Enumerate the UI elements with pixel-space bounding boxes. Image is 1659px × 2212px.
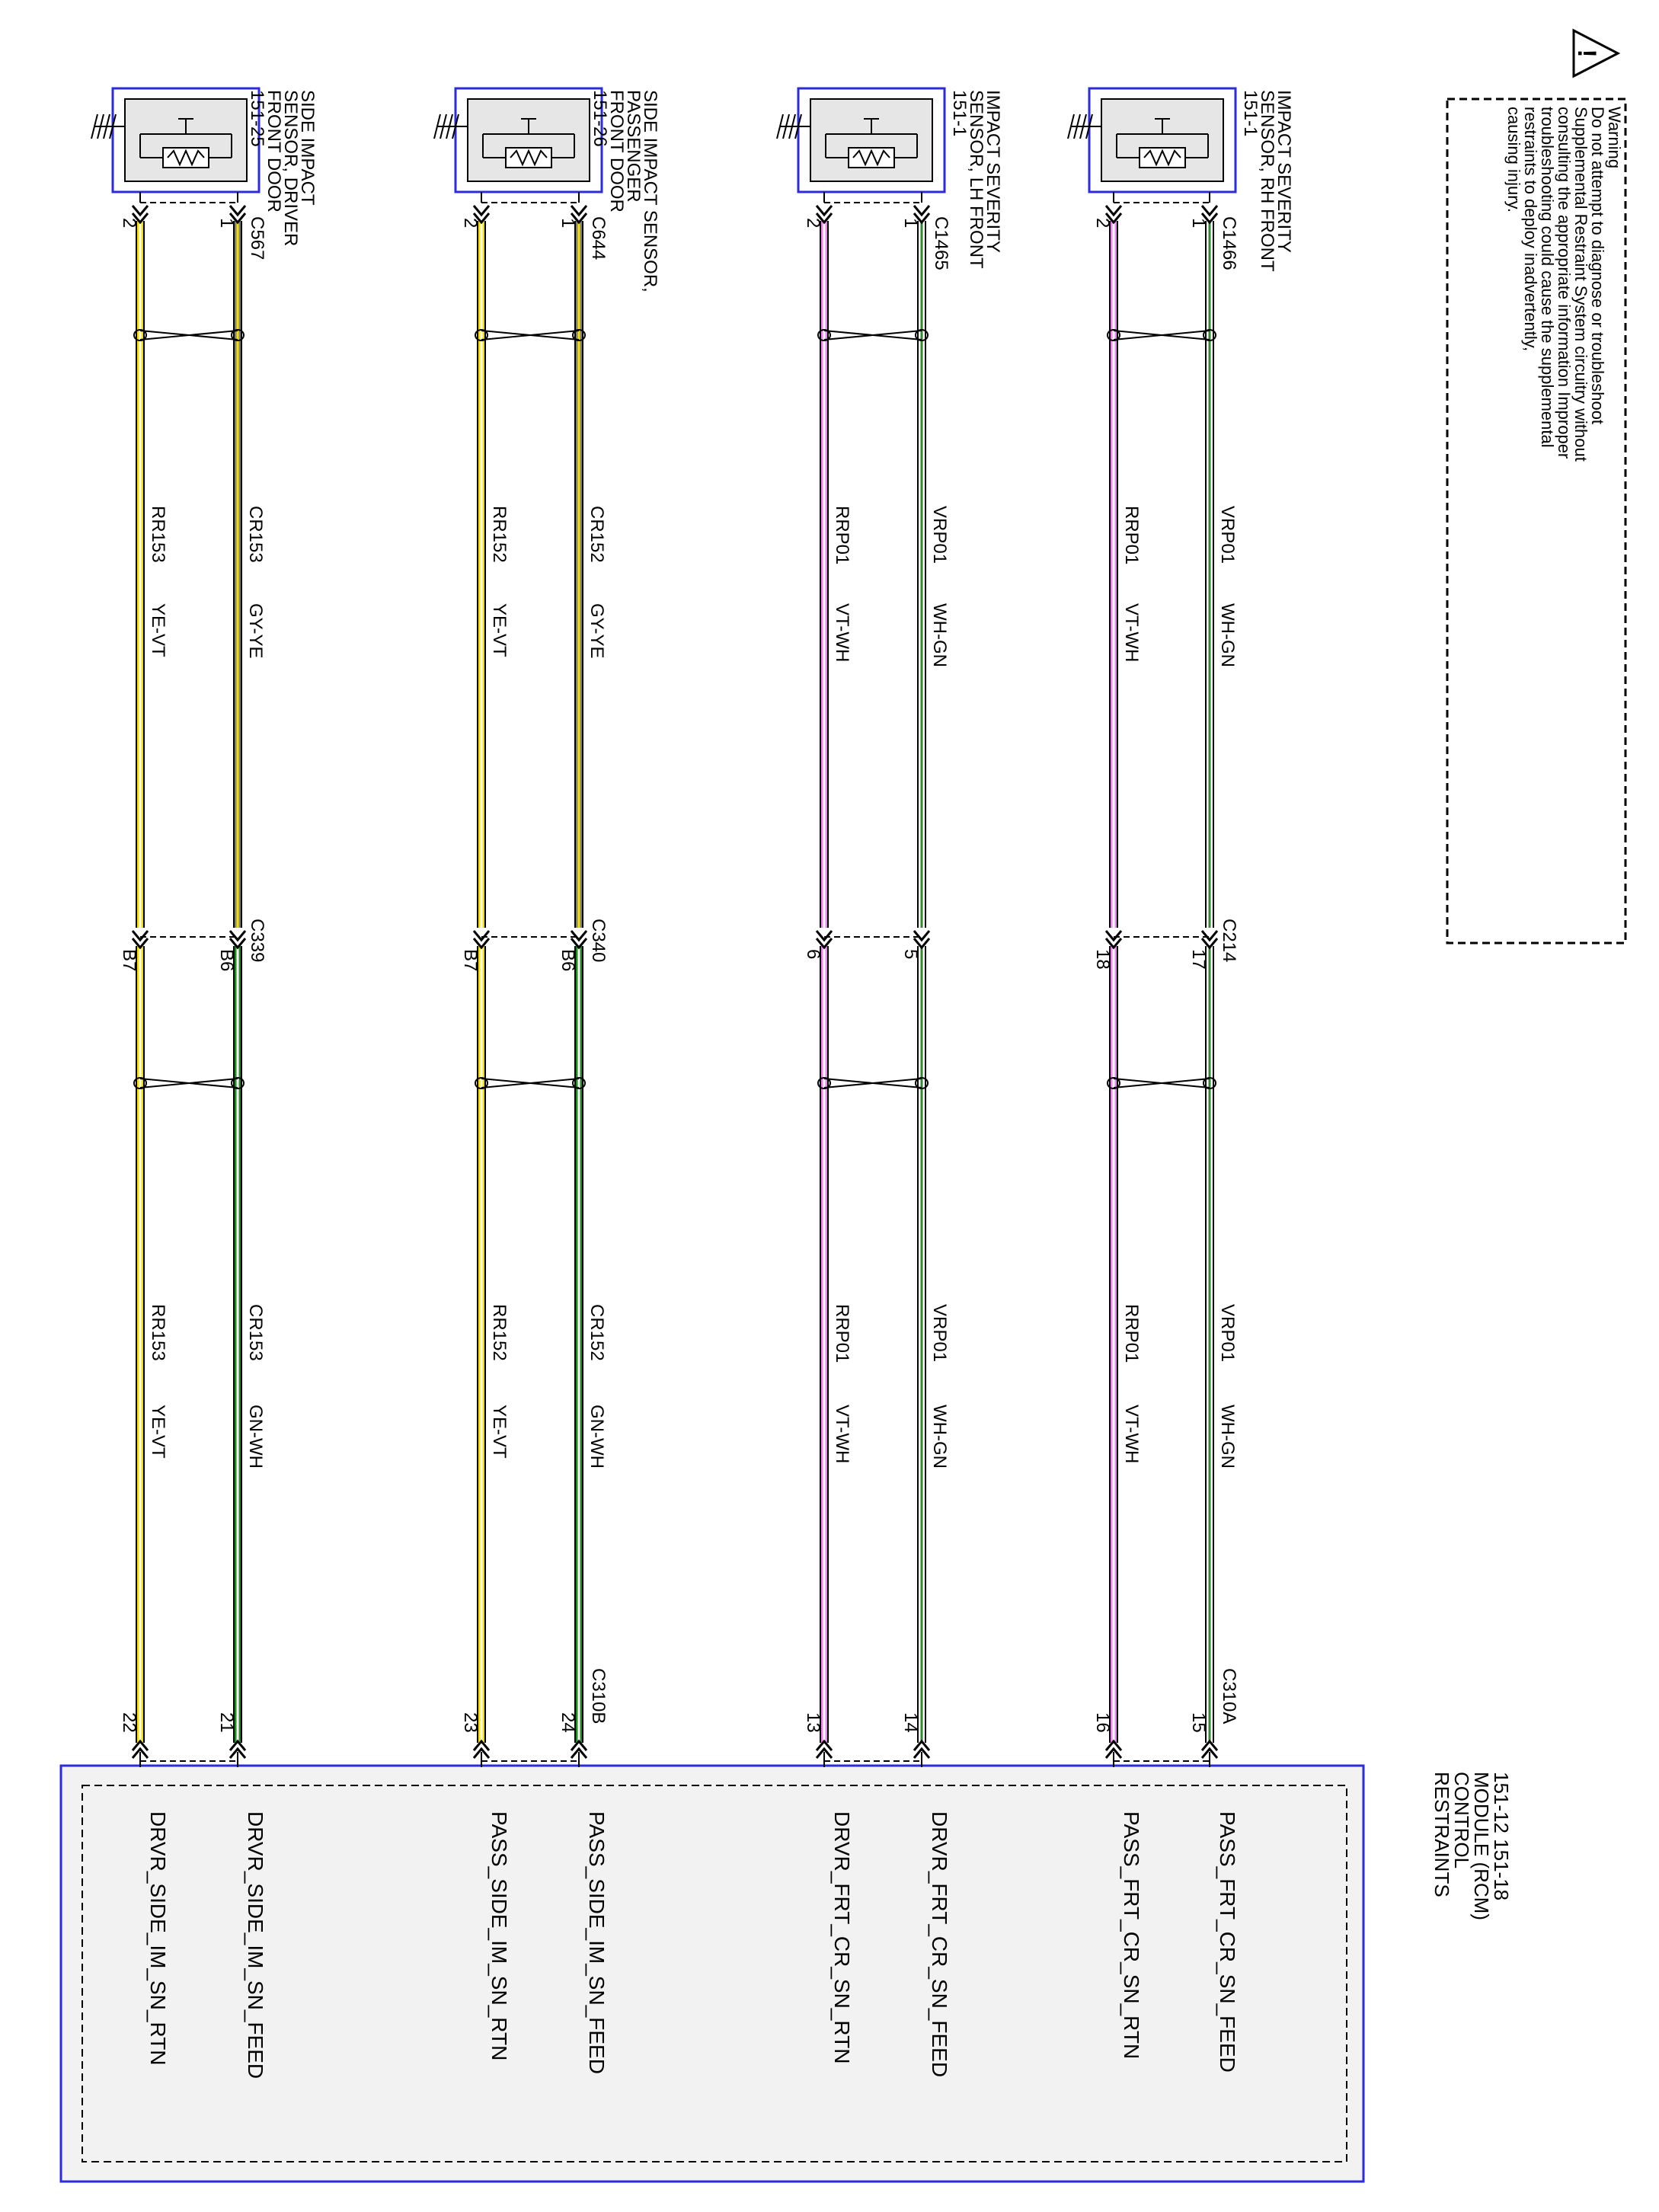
inline-pin-number: 17 (1188, 949, 1209, 970)
module-signal-name: DRVR_FRT_CR_SN_FEED (928, 1811, 951, 2078)
sensor-name-line: IMPACT SEVERITY (1274, 90, 1294, 253)
sensor-name-line: SENSOR, LH FRONT (966, 90, 986, 269)
circuit-label: CR152 (587, 506, 607, 563)
warning-text-line: restraints to deploy inadvertently, (1521, 107, 1540, 352)
connector-id: C567 (247, 216, 267, 261)
connector-pin-icon (1106, 206, 1121, 215)
wire-color-label: YE-VT (489, 1405, 510, 1459)
inline-pin-icon (1202, 931, 1217, 940)
connector-pin-icon (230, 206, 245, 215)
warning-notice (1447, 30, 1625, 943)
wire-color-label: WH-GN (1217, 603, 1238, 667)
connector-id: C644 (588, 216, 609, 261)
warning-text-line: Warning (1605, 107, 1624, 169)
sensor-name-line: 151-1 (949, 90, 970, 137)
inline-connector-id: C339 (247, 919, 267, 963)
wire-color-label: GY-YE (245, 603, 266, 659)
wire-color-label: WH-GN (1217, 1405, 1238, 1469)
sensor-body (810, 99, 932, 181)
connector-id: C1466 (1219, 216, 1239, 270)
circuit-label: CR152 (587, 1304, 607, 1361)
circuit-label: VRP01 (1217, 1304, 1238, 1363)
wire-color-label: VT-WH (832, 1405, 852, 1464)
circuit-label: CR153 (245, 1304, 266, 1361)
pin-number: 2 (803, 218, 823, 229)
module-pin-number: 16 (1092, 1712, 1113, 1733)
inline-pin-icon (817, 931, 832, 940)
module-signal-name: PASS_FRT_CR_SN_RTN (1120, 1811, 1143, 2060)
module-pin-number: 22 (119, 1712, 139, 1733)
inline-pin-number: 18 (1092, 949, 1113, 970)
inline-connector-id: C340 (588, 919, 609, 963)
inline-pin-number: B7 (119, 949, 139, 972)
circuit-label: VRP01 (1217, 506, 1238, 564)
sensor-name-line: SENSOR, DRIVER (280, 90, 301, 247)
pin-number: 2 (1092, 218, 1113, 229)
module-pin-number: 14 (900, 1712, 921, 1733)
warning-text-line: causing injury. (1504, 107, 1523, 213)
wire-color-label: GN-WH (587, 1405, 607, 1469)
sensor-body (1101, 99, 1223, 181)
circuit-label: RR153 (148, 1304, 168, 1361)
circuit-label: RRP01 (832, 506, 852, 565)
inline-pin-icon (914, 931, 929, 940)
sensor-name-line: FRONT DOOR (264, 90, 284, 213)
connector-id: C1465 (931, 216, 951, 270)
sensor-name-line: 151-1 (1240, 90, 1261, 137)
warning-text-line: Supplemental Restraint System circuitry without (1571, 107, 1590, 462)
inline-pin-number: 5 (900, 949, 921, 960)
wire-color-label: VT-WH (832, 603, 852, 663)
connector-pin-icon (817, 206, 832, 215)
inline-pin-icon (230, 931, 245, 940)
sensor-name-line: IMPACT SEVERITY (983, 90, 1003, 253)
inline-connector-id: C214 (1219, 919, 1239, 963)
connector-pin-icon (1202, 206, 1217, 215)
module-signal-name: PASS_SIDE_IM_SN_FEED (585, 1811, 609, 2074)
sensor-name-line: FRONT DOOR (606, 90, 627, 213)
wire-color-label: YE-VT (148, 603, 168, 657)
sensor-name-line: 151-26 (590, 90, 610, 147)
module-signal-name: PASS_FRT_CR_SN_FEED (1216, 1811, 1239, 2073)
wire-color-label: GY-YE (587, 603, 607, 659)
wire-color-label: VT-WH (1121, 1405, 1142, 1464)
circuit-label: RR153 (148, 506, 168, 563)
circuit-label: RR152 (489, 506, 510, 563)
svg-text:!: ! (1572, 49, 1601, 58)
module-signal-name: DRVR_FRT_CR_SN_RTN (830, 1811, 854, 2064)
wire-color-label: YE-VT (148, 1405, 168, 1459)
sensor-name-line: PASSENGER (623, 90, 644, 203)
module-signal-name: DRVR_SIDE_IM_SN_FEED (244, 1811, 267, 2079)
module-name-line: RESTRAINTS (1430, 1772, 1453, 1897)
sensor-body (468, 99, 590, 181)
circuit-label: CR153 (245, 506, 266, 563)
module-pin-number: 21 (216, 1712, 237, 1733)
connector-pin-icon (474, 206, 489, 215)
circuit-label: RR152 (489, 1304, 510, 1361)
warning-text-line: Do not attempt to diagnose or troubleshoot (1588, 107, 1607, 425)
inline-pin-number: B7 (460, 949, 481, 972)
module-signal-name: DRVR_SIDE_IM_SN_RTN (146, 1811, 170, 2066)
module-signal-name: PASS_SIDE_IM_SN_RTN (487, 1811, 511, 2061)
inline-pin-number: B6 (216, 949, 237, 972)
circuit-label: RRP01 (1121, 1304, 1142, 1363)
warning-text-line: troubleshooting could cause the supplemental (1538, 107, 1557, 448)
sensor-body (125, 99, 247, 181)
inline-pin-icon (133, 931, 148, 940)
circuit-label: VRP01 (929, 506, 950, 564)
wire-color-label: YE-VT (489, 603, 510, 657)
sensor-name-line: SIDE IMPACT SENSOR, (640, 90, 660, 292)
module-pin-number: 24 (558, 1712, 578, 1733)
module-pin-number: 13 (803, 1712, 823, 1733)
sensor-name-line: SENSOR, RH FRONT (1257, 90, 1277, 272)
inline-pin-number: B6 (558, 949, 578, 972)
pin-number: 1 (1188, 218, 1209, 229)
circuit-label: RRP01 (1121, 506, 1142, 565)
module-connector-id: C310B (588, 1668, 609, 1725)
pin-number: 1 (900, 218, 921, 229)
inline-pin-icon (571, 931, 587, 940)
wire-color-label: WH-GN (929, 1405, 950, 1469)
warning-triangle-icon (1572, 30, 1618, 76)
warning-text-line: consulting the appropriate information Improper (1555, 107, 1574, 459)
module-connector-id: C310A (1219, 1668, 1239, 1725)
module-name-line: MODULE (RCM) (1470, 1772, 1493, 1920)
inline-pin-icon (1106, 931, 1121, 940)
sensor-name-line: 151-25 (247, 90, 267, 147)
wire-color-label: WH-GN (929, 603, 950, 667)
wire-color-label: VT-WH (1121, 603, 1142, 663)
pin-number: 1 (558, 218, 578, 229)
pin-number: 2 (119, 218, 139, 229)
module-name-line: CONTROL (1450, 1772, 1473, 1869)
inline-pin-number: 6 (803, 949, 823, 960)
restraints-control-module (61, 1766, 1513, 2182)
pin-number: 2 (460, 218, 481, 229)
connector-pin-icon (914, 206, 929, 215)
connector-pin-icon (571, 206, 587, 215)
pin-number: 1 (216, 218, 237, 229)
module-pin-number: 23 (460, 1712, 481, 1733)
module-name-line: 151-12 151-18 (1490, 1772, 1513, 1901)
circuit-label: RRP01 (832, 1304, 852, 1363)
inline-pin-icon (474, 931, 489, 940)
wire-color-label: GN-WH (245, 1405, 266, 1469)
sensor-name-line: SIDE IMPACT (297, 90, 318, 206)
connector-pin-icon (133, 206, 148, 215)
circuit-label: VRP01 (929, 1304, 950, 1363)
module-pin-number: 15 (1188, 1712, 1209, 1733)
